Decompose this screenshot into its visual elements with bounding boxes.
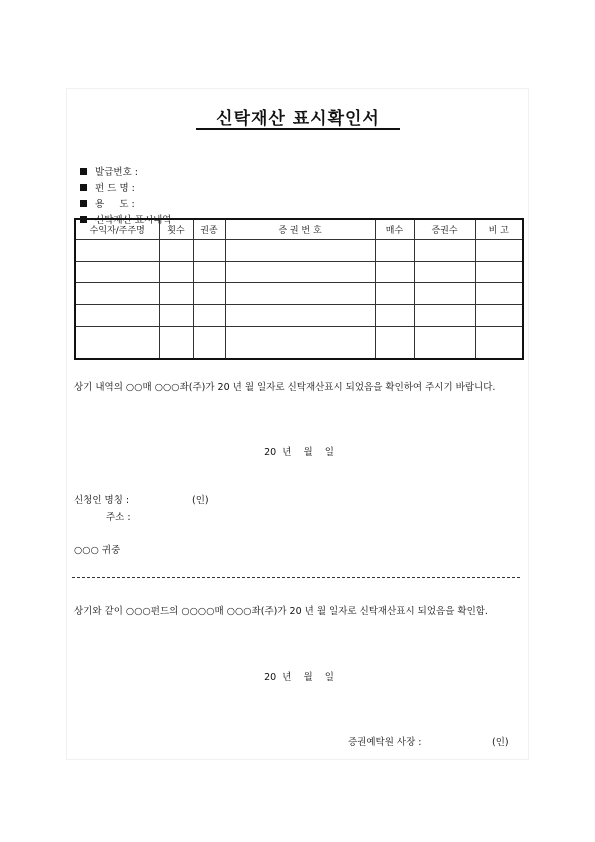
table-cell: [475, 283, 523, 305]
table-cell: [159, 283, 193, 305]
table-cell: [414, 283, 475, 305]
table-cell: [225, 326, 375, 359]
table-cell: [75, 305, 159, 327]
table-cell: [75, 261, 159, 283]
table-cell: [375, 240, 414, 262]
column-header-denomination: 권종: [193, 219, 225, 240]
table-cell: [225, 240, 375, 262]
request-paragraph: 상기 내역의 ○○매 ○○○좌(주)가 20 년 월 일자로 신탁재산표시 되었음을 확인하여 주시기 바랍니다.: [74, 382, 496, 393]
table-row: [75, 240, 523, 262]
table-cell: [193, 305, 225, 327]
field-label: 용 도 :: [95, 199, 135, 210]
table-cell: [159, 326, 193, 359]
table-row: [75, 261, 523, 283]
cut-line-divider: [72, 577, 520, 578]
applicant-seal: (인): [192, 495, 209, 506]
document-title: 신탁재산 표시확인서: [216, 109, 380, 129]
applicant-address-label: 주소 :: [106, 512, 131, 523]
column-header-beneficiary: 수익자/주주명: [75, 219, 159, 240]
table-cell: [193, 240, 225, 262]
table-cell: [193, 326, 225, 359]
table-cell: [375, 261, 414, 283]
table-cell: [475, 326, 523, 359]
trust-property-table: [74, 218, 524, 360]
signer-seal: (인): [492, 737, 509, 748]
field-label: 발급번호 :: [95, 167, 138, 178]
table-cell: [225, 261, 375, 283]
field-label: 신탁재산 표시내역: [95, 215, 172, 226]
field-label: 펀 드 명 :: [95, 183, 135, 194]
table-row: [75, 283, 523, 305]
column-header-certificate-count: 증권수: [414, 219, 475, 240]
table-cell: [225, 305, 375, 327]
column-header-count: 횟수: [159, 219, 193, 240]
confirmation-date: 20 년 월 일: [264, 672, 334, 683]
table-cell: [375, 305, 414, 327]
request-date: 20 년 월 일: [264, 447, 334, 458]
column-header-certificate-number: 증 권 번 호: [225, 219, 375, 240]
table-cell: [414, 240, 475, 262]
table-row: [75, 305, 523, 327]
column-header-remarks: 비 고: [475, 219, 523, 240]
table-cell: [159, 240, 193, 262]
table-cell: [414, 261, 475, 283]
column-header-quantity: 매수: [375, 219, 414, 240]
table-cell: [75, 283, 159, 305]
table-cell: [225, 283, 375, 305]
table-header-row: [75, 219, 523, 240]
table-cell: [475, 240, 523, 262]
title-underline: [196, 128, 400, 130]
table-row: [75, 326, 523, 359]
table-cell: [193, 261, 225, 283]
table-cell: [414, 305, 475, 327]
table-cell: [75, 326, 159, 359]
table-cell: [75, 240, 159, 262]
table-cell: [375, 326, 414, 359]
table-cell: [475, 305, 523, 327]
table-cell: [159, 261, 193, 283]
table-cell: [159, 305, 193, 327]
table-cell: [375, 283, 414, 305]
signer-label: 증권예탁원 사장 :: [348, 737, 422, 748]
document-frame: [66, 88, 529, 760]
table-cell: [475, 261, 523, 283]
addressee: ○○○ 귀중: [74, 545, 121, 556]
confirmation-paragraph: 상기와 같이 ○○○펀드의 ○○○○매 ○○○좌(주)가 20 년 월 일자로 신탁재산표시 되었음을 확인함.: [74, 606, 488, 617]
applicant-name-label: 신청인 명칭 :: [74, 495, 130, 506]
table-cell: [193, 283, 225, 305]
table-cell: [414, 326, 475, 359]
